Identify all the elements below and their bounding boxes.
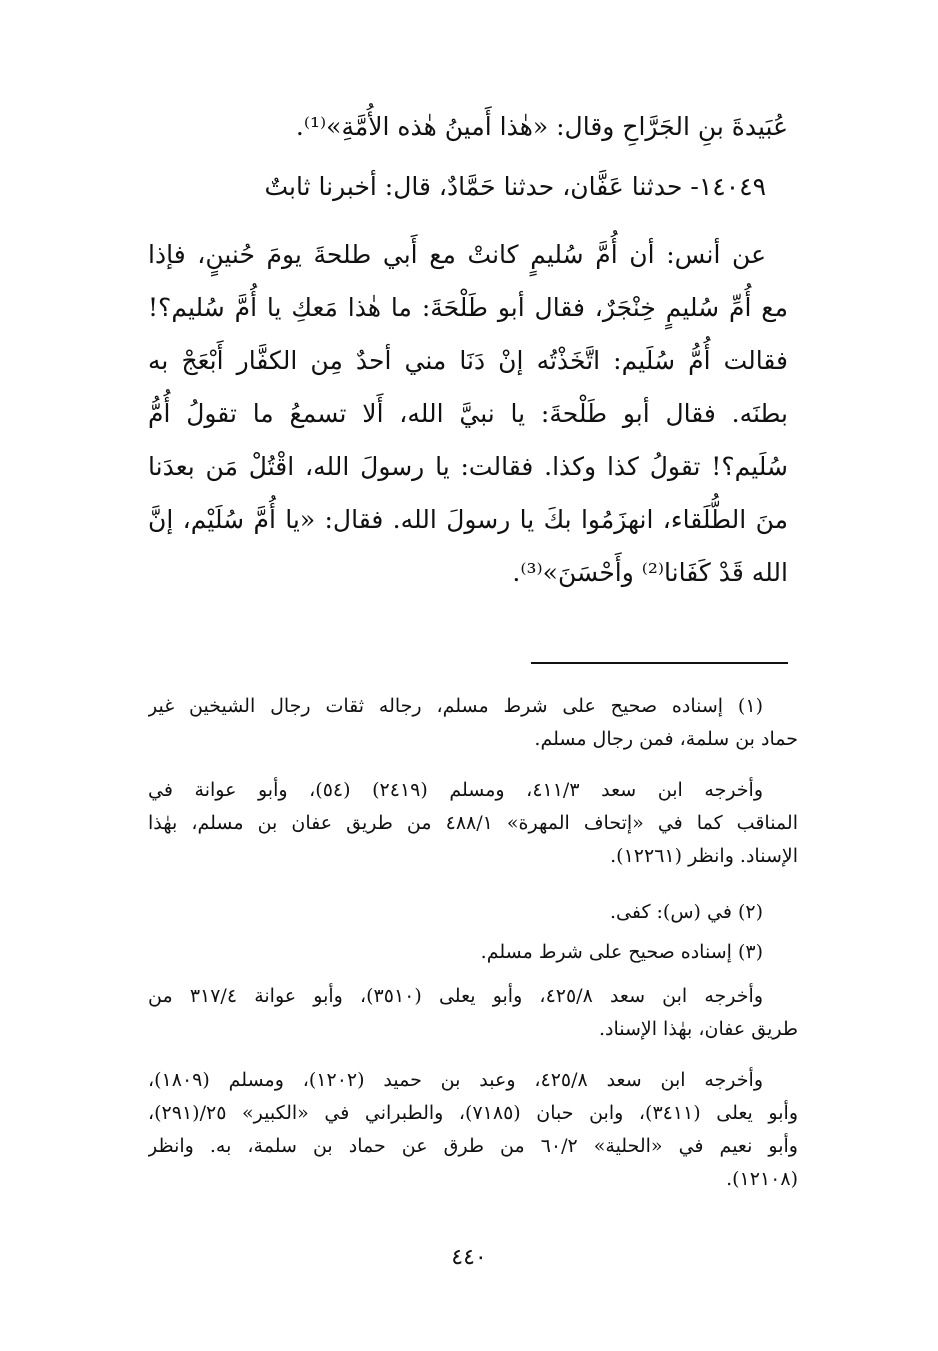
footnote-1-references <box>148 774 798 873</box>
footnote-3-references-2 <box>148 1064 798 1196</box>
hadith-isnad <box>148 160 788 213</box>
footnote-line: وأخرجه ابن سعد ٤٢٥/٨، وعبد بن حميد (١٢٠٢)، ومسلم (١٨٠٩)، <box>148 1069 763 1091</box>
footnote-divider <box>531 662 788 664</box>
footnote-line: حماد بن سلمة، فمن رجال مسلم. <box>534 728 798 750</box>
text-line: سُلَيم؟! تقولُ كذا وكذا. فقالت: يا رسولَ الله، اقْتُلْ مَن بعدَنا <box>148 452 788 481</box>
footnote-line: وأبو نعيم في «الحلية» ٦٠/٢ من طرق عن حماد بن سلمة، به. وانظر <box>148 1135 798 1157</box>
footnote-line: وأخرجه ابن سعد ٤١١/٣، ومسلم (٢٤١٩) (٥٤)، وأبو عوانة في <box>148 779 763 801</box>
footnote-line: (٣) إسناده صحيح على شرط مسلم. <box>480 941 763 963</box>
footnote-3-references-1 <box>148 980 798 1046</box>
text-line: عن أنس: أن أُمَّ سُليمٍ كانتْ مع أَبي طلحةَ يومَ حُنينٍ، فإذا <box>148 240 766 269</box>
footnote-line: وأبو يعلى (٣٤١١)، وابن حبان (٧١٨٥)، والطبراني في «الكبير» ٢٥/(٢٩١)، <box>148 1102 798 1124</box>
text-line: الله قَدْ كَفَانا⁽²⁾ وأَحْسَنَ»⁽³⁾. <box>512 558 788 587</box>
text-line: منَ الطُّلَقاء، انهزَمُوا بكَ يا رسولَ الله. فقال: «يا أُمَّ سُلَيْم، إنَّ <box>148 505 788 534</box>
footnote-line: (٢) في (س): كفى. <box>609 901 763 923</box>
text-line: فقالت أُمُّ سُلَيم: اتَّخَذْتُه إنْ دَنَا مني أحدٌ مِن الكفَّار أَبْعَجْ به <box>148 346 788 375</box>
footnote-line: الإسناد. وانظر (١٢٢٦١). <box>610 845 798 867</box>
footnote-line: (١) إسناده صحيح على شرط مسلم، رجاله ثقات رجال الشيخين غير <box>148 695 763 717</box>
footnote-1 <box>148 690 798 756</box>
footnote-line: (١٢١٠٨). <box>726 1168 798 1190</box>
hadith-matn <box>148 228 788 599</box>
text-line: مع أُمِّ سُليمٍ خِنْجَرٌ، فقال أبو طَلْحَةَ: ما هٰذا مَعكِ يا أُمَّ سُليم؟! <box>148 293 788 322</box>
footnote-3 <box>148 936 798 969</box>
page-number: ٤٤٠ <box>451 1245 487 1270</box>
text-line: بطنَه. فقال أبو طَلْحةَ: يا نبيَّ الله، أَلا تسمعُ ما تقولُ أُمُّ <box>148 399 788 428</box>
footnote-line: المناقب كما في «إتحاف المهرة» ٤٨٨/١ من طريق عفان بن مسلم، بهٰذا <box>148 812 798 834</box>
hadith-number-line: ١٤٠٤٩- حدثنا عَفَّان، حدثنا حَمَّادٌ، قال: أخبرنا ثابتٌ <box>264 172 766 201</box>
footnote-2 <box>148 896 798 929</box>
footnote-line: وأخرجه ابن سعد ٤٢٥/٨، وأبو يعلى (٣٥١٠)، وأبو عوانة ٣١٧/٤ من <box>148 985 763 1007</box>
footnote-line: طريق عفان، بهٰذا الإسناد. <box>598 1018 798 1040</box>
text-line: عُبَيدةَ بنِ الجَرَّاحِ وقال: «هٰذا أَمينُ هٰذه الأُمَّةِ»⁽¹⁾. <box>295 112 788 141</box>
continuation-text <box>148 100 788 153</box>
